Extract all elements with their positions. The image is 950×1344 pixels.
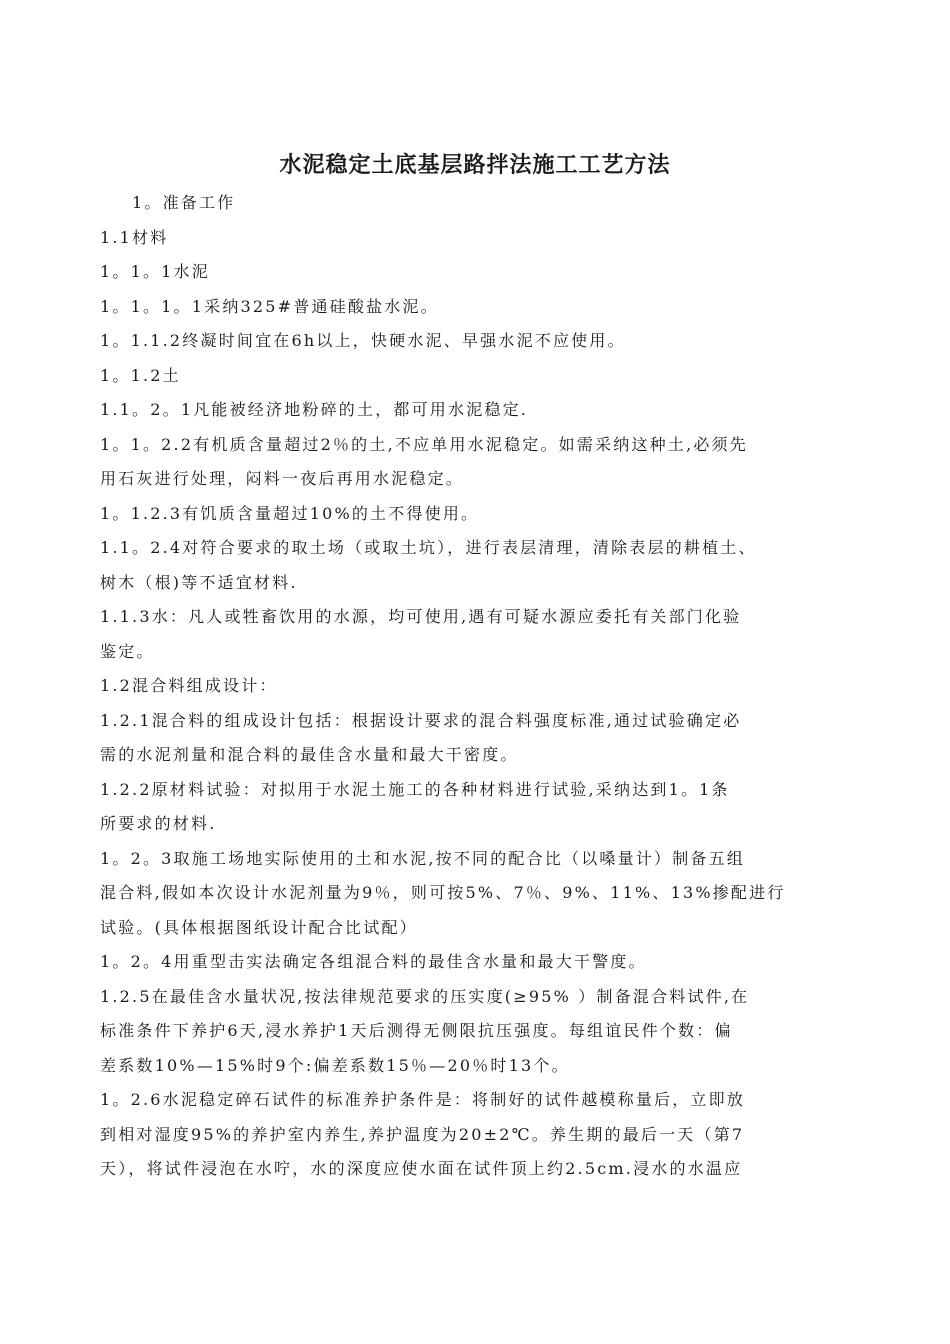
paragraph-line: 需的水泥剂量和混合料的最佳含水量和最大干密度。 xyxy=(100,745,519,764)
paragraph-line: 鉴定。 xyxy=(100,641,155,661)
paragraph-line: 1.1.3水：凡人或牲畜饮用的水源，均可使用,遇有可疑水源应委托有关部门化验 xyxy=(100,607,742,626)
paragraph-line: 所要求的材料. xyxy=(100,814,217,833)
paragraph-line: 1。1.2.3有饥质含量超过10%的土不得使用。 xyxy=(100,503,480,523)
paragraph-line: 1。2。3取施工场地实际使用的土和水泥,按不同的配合比（以嗓量计）制备五组 xyxy=(100,848,746,868)
paragraph-line: 1。2。4用重型击实法确定各组混合料的最佳含水量和最大干警度。 xyxy=(100,952,647,971)
paragraph-line: 试验。(具体根据图纸设计配合比试配） xyxy=(100,917,418,937)
paragraph-line: 标准条件下养护6天,浸水养护1天后测得无侧限抗压强度。每组谊民件个数：偏 xyxy=(100,1021,733,1040)
paragraph-line: 差系数10%—15%时9个:偏差系数15％—20％时13个。 xyxy=(100,1055,570,1075)
paragraph-line: 1。1.2土 xyxy=(100,365,181,385)
paragraph-line: 用石灰进行处理，闷料一夜后再用水泥稳定。 xyxy=(100,469,465,488)
paragraph-line: 1.2.5在最佳含水量状况,按法律规范要求的压实度(≥95% ）制备混合料试件,在 xyxy=(100,986,750,1006)
document-title: 水泥稳定土底基层路拌法施工工艺方法 xyxy=(279,153,671,178)
paragraph-line: 1.1。2。1凡能被经济地粉碎的土，都可用水泥稳定. xyxy=(100,400,529,419)
paragraph-line: 1。1。1。1采纳325#普通硅酸盐水泥。 xyxy=(100,296,439,316)
paragraph-line: 1.2混合料组成设计： xyxy=(100,676,278,695)
paragraph-line: 1。1。2.2有机质含量超过2％的土,不应单用水泥稳定。如需采纳这种土,必须先 xyxy=(100,434,748,454)
document-body xyxy=(100,186,860,1187)
paragraph-line: 1。2.6水泥稳定碎石试件的标准养护条件是：将制好的试件越模称量后，立即放 xyxy=(100,1090,746,1109)
paragraph-line: 1.2.1混合料的组成设计包括：根据设计要求的混合料强度标准,通过试验确定必 xyxy=(100,710,742,730)
paragraph-line: 1.2.2原材料试验：对拟用于水泥土施工的各种材料进行试验,采纳达到1。1条 xyxy=(100,779,730,799)
paragraph-line: 1.1材料 xyxy=(100,227,169,247)
paragraph-line: 到相对湿度95%的养护室内养生,养护温度为20±2℃。养生期的最后一天（第7 xyxy=(100,1124,745,1144)
paragraph-line: 1。1.1.2终凝时间宜在6h以上，快硬水泥、早强水泥不应使用。 xyxy=(100,331,626,350)
paragraph-line: 混合料,假如本次设计水泥剂量为9％，则可按5%、7％、9%、11%、13%掺配进行 xyxy=(100,883,786,902)
paragraph-line: 1。准备工作 xyxy=(132,193,236,212)
paragraph-line: 天），将试件浸泡在水咛，水的深度应使水面在试件顶上约2.5cm.浸水的水温应 xyxy=(100,1159,743,1178)
paragraph-line: 1.1。2.4对符合要求的取土场（或取土坑），进行表层清理，清除表层的耕植土、 xyxy=(100,538,757,557)
paragraph-line: 树木（根)等不适宜材料. xyxy=(100,572,298,592)
paragraph-line: 1。1。1水泥 xyxy=(100,262,210,281)
